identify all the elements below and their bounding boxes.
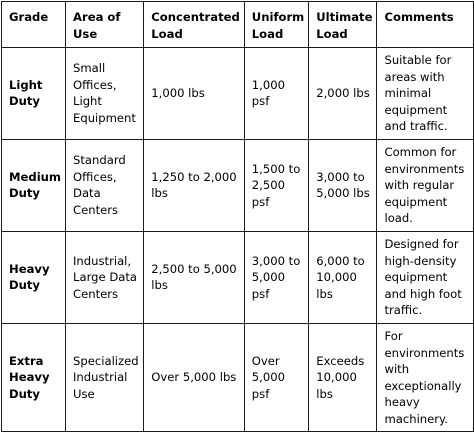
cell-ultimate-load: 2,000 lbs [309, 48, 377, 140]
cell-uniform-load: 1,000 psf [244, 48, 308, 140]
floor-load-grade-table [1, 1, 474, 432]
cell-grade: Heavy Duty [2, 231, 66, 323]
header-area-of-use: Area of Use [66, 2, 144, 48]
table-row [2, 231, 474, 323]
cell-grade: Light Duty [2, 48, 66, 140]
header-ultimate-load: Ultimate Load [309, 2, 377, 48]
header-grade: Grade [2, 2, 66, 48]
header-uniform-load: Uniform Load [244, 2, 308, 48]
cell-comments: For environments with exceptionally heavy machinery. [377, 323, 474, 432]
cell-ultimate-load: 3,000 to 5,000 lbs [309, 139, 377, 231]
cell-uniform-load: Over 5,000 psf [244, 323, 308, 432]
cell-area-of-use: Small Offices, Light Equipment [66, 48, 144, 140]
cell-comments: Designed for high-density equipment and high foot traffic. [377, 231, 474, 323]
table-row [2, 323, 474, 432]
cell-grade: Medium Duty [2, 139, 66, 231]
table-header-row [2, 2, 474, 48]
cell-uniform-load: 3,000 to 5,000 psf [244, 231, 308, 323]
cell-area-of-use: Industrial, Large Data Centers [66, 231, 144, 323]
cell-comments: Suitable for areas with minimal equipment and traffic. [377, 48, 474, 140]
header-concentrated-load: Concentrated Load [144, 2, 245, 48]
cell-area-of-use: Standard Offices, Data Centers [66, 139, 144, 231]
cell-concentrated-load: 1,000 lbs [144, 48, 245, 140]
header-comments: Comments [377, 2, 474, 48]
table-row [2, 48, 474, 140]
floor-load-table-container [1, 1, 474, 432]
cell-concentrated-load: Over 5,000 lbs [144, 323, 245, 432]
cell-ultimate-load: 6,000 to 10,000 lbs [309, 231, 377, 323]
cell-comments: Common for environments with regular equipment load. [377, 139, 474, 231]
cell-area-of-use: Specialized Industrial Use [66, 323, 144, 432]
cell-uniform-load: 1,500 to 2,500 psf [244, 139, 308, 231]
cell-concentrated-load: 1,250 to 2,000 lbs [144, 139, 245, 231]
table-row [2, 139, 474, 231]
cell-grade: Extra Heavy Duty [2, 323, 66, 432]
cell-ultimate-load: Exceeds 10,000 lbs [309, 323, 377, 432]
cell-concentrated-load: 2,500 to 5,000 lbs [144, 231, 245, 323]
